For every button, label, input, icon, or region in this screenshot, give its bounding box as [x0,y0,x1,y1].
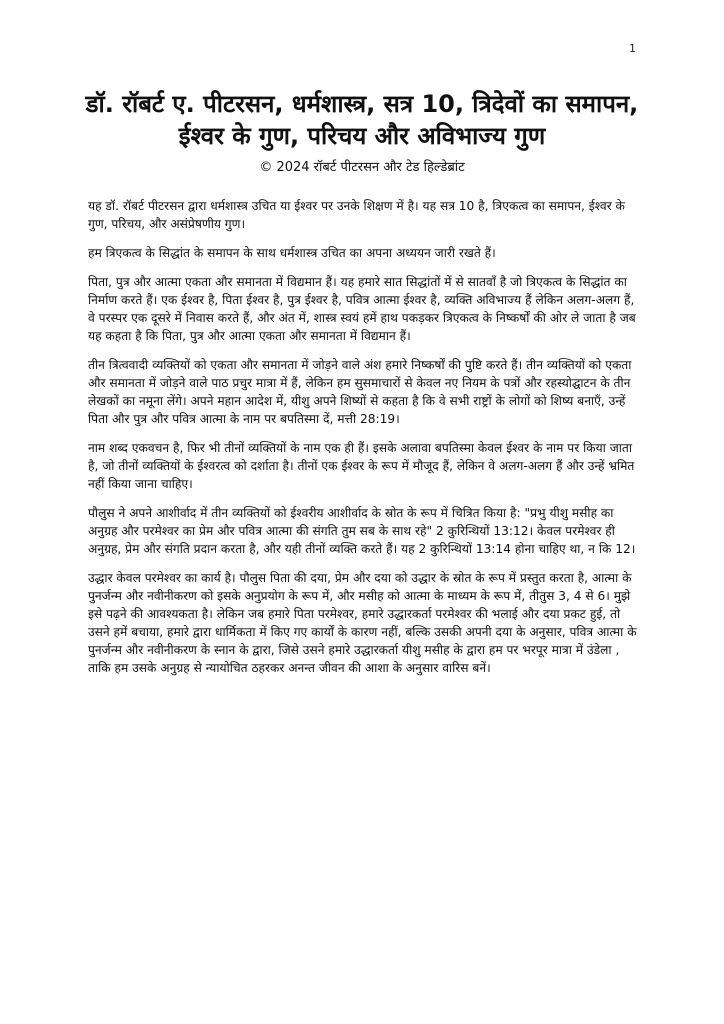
paragraph-great-commission: तीन त्रित्ववादी व्यक्तियों को एकता और समानता में जोड़ने वाले अंश हमारे निष्कर्षों की पुष्टि करते हैं। तीन व्यक्तियों को एकता और समानता में जोड़ने वाले पाठ प्रचुर मात्रा में हैं, लेकिन हम सुसमाचारों से केवल नए नियम के पत्रों और रहस्योद्घाटन के तीन लेखकों का नमूना लेंगे। अपने महान आदेश में, यीशु अपने शिष्यों से कहता है कि वे सभी राष्ट्रों के लोगों को शिष्य बनाएँ, उन्हें पिता और पुत्र और पवित्र आत्मा के नाम पर बपतिस्मा दें, मत्ती 28:19। [88,358,632,426]
document-body [88,197,644,688]
paragraph-paul-benediction: पौलुस ने अपने आशीर्वाद में तीन व्यक्तियों को ईश्वरीय आशीर्वाद के स्रोत के रूप में चित्रित किया है: "प्रभु यीशु मसीह का अनुग्रह और परमेश्वर का प्रेम और पवित्र आत्मा की संगति तुम सब के साथ रहे" 2 कुरिन्थियों 13:12। केवल परमेश्वर ही अनुग्रह, प्रेम और संगति प्रदान करता है, और यही तीनों व्यक्ति करते हैं। यह 2 कुरिन्थियों 13:14 होना चाहिए था, न कि 12। [88,506,636,556]
paragraph-name-singular: नाम शब्द एकवचन है, फिर भी तीनों व्यक्तियों के नाम एक ही हैं। इसके अलावा बपतिस्मा केवल ईश्वर के नाम पर किया जाता है, जो तीनों व्यक्तियों के ईश्वरत्व को दर्शाता है। तीनों एक ईश्वर के रूप में मौजूद हैं, लेकिन वे अलग-अलग हैं और उन्हें भ्रमित नहीं किया जाना चाहिए। [88,441,635,491]
paragraph-seventh-principle: पिता, पुत्र और आत्मा एकता और समानता में विद्यमान हैं। यह हमारे सात सिद्धांतों में से सातवाँ है जो त्रिएकत्व के सिद्धांत का निर्माण करते हैं। एक ईश्वर है, पिता ईश्वर है, पुत्र ईश्वर है, पवित्र आत्मा ईश्वर है, व्यक्ति अविभाज्य हैं लेकिन अलग-अलग हैं, वे परस्पर एक दूसरे में निवास करते हैं, और अंत में, शास्त्र स्वयं हमें हाथ पकड़कर त्रिएकत्व के निष्कर्षों की ओर ले जाता है जब यह कहता है कि पिता, पुत्र और आत्मा एकता और समानता में विद्यमान हैं। [88,275,636,343]
paragraph-continuation: हम त्रिएकत्व के सिद्धांत के समापन के साथ धर्मशास्त्र उचित का अपना अध्ययन जारी रखते हैं। [88,246,496,260]
copyright-line: © 2024 रॉबर्ट पीटरसन और टेड हिल्डेब्रांट [259,160,465,175]
document-title: डॉ. रॉबर्ट ए. पीटरसन, धर्मशास्त्र, सत्र 10, त्रिदेवों का समापन, ईश्वर के गुण, परिचय और अविभाज्य गुण [85,90,639,150]
page-number: 1 [629,42,636,55]
paragraph-salvation: उद्धार केवल परमेश्वर का कार्य है। पौलुस पिता की दया, प्रेम और दया को उद्धार के स्रोत के रूप में प्रस्तुत करता है, आत्मा के पुनर्जन्म और नवीनीकरण को इसके अनुप्रयोग के रूप में, और मसीह को आत्मा के माध्यम के रूप में, तीतुस 3, 4 से 6। मुझे इसे पढ़ने की आवश्यकता है। लेकिन जब हमारे पिता परमेश्वर, हमारे उद्धारकर्ता परमेश्वर की भलाई और दया प्रकट हुई, तो उसने हमें बचाया, हमारे द्वारा धार्मिकता में किए गए कार्यों के कारण नहीं, बल्कि उसकी अपनी दया के अनुसार, पवित्र आत्मा के पुनर्जन्म और नवीनीकरण के स्नान के द्वारा, जिसे उसने हमारे उद्धारकर्ता यीशु मसीह के द्वारा हम पर भरपूर मात्रा में उंडेला , ताकि हम उसके अनुग्रह से न्यायोचित ठहरकर अनन्त जीवन की आशा के अनुसार वारिस बनें। [88,571,637,675]
paragraph-intro: यह डॉ. रॉबर्ट पीटरसन द्वारा धर्मशास्त्र उचित या ईश्वर पर उनके शिक्षण में है। यह सत्र 10 है, त्रिएकत्व का समापन, ईश्वर के गुण, परिचय, और असंप्रेषणीय गुण। [88,199,625,231]
